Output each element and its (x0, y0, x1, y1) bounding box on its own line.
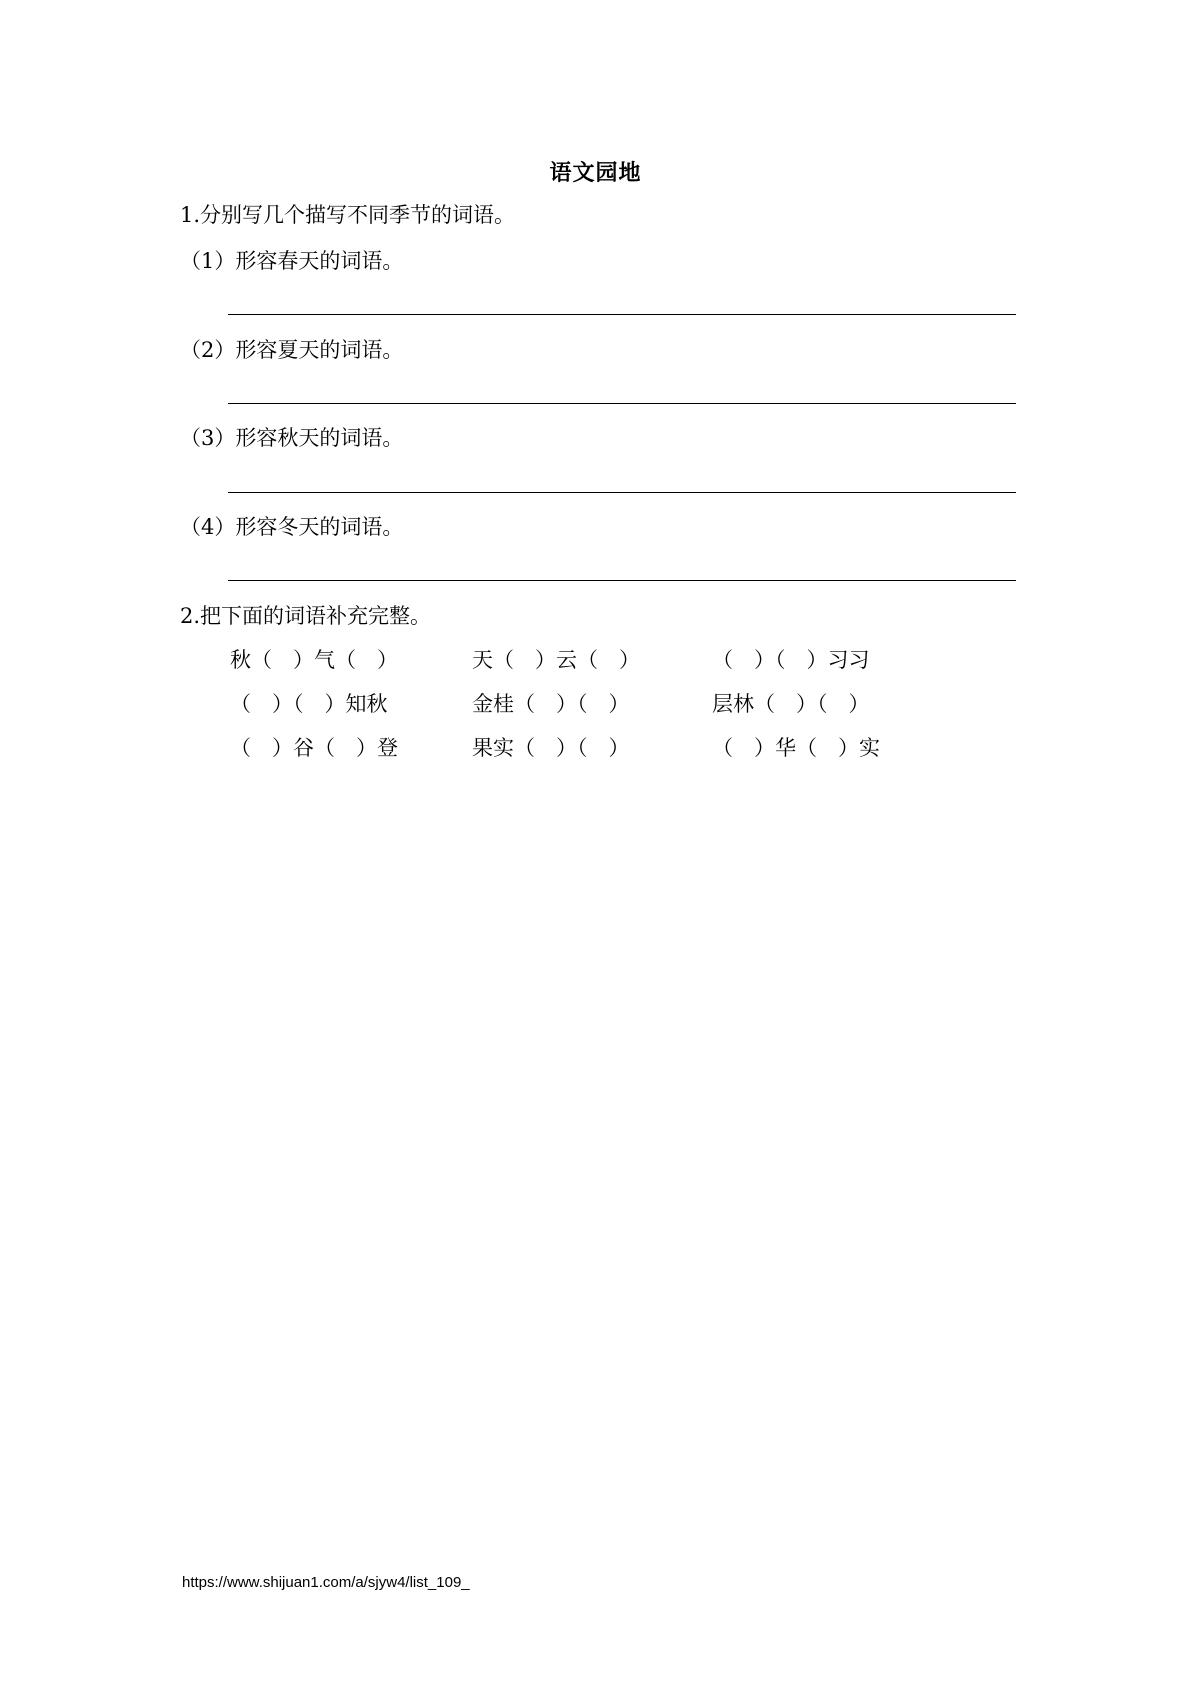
question-1-item-2: （2）形容夏天的词语。 (180, 338, 404, 362)
answer-line-3[interactable] (228, 492, 1016, 493)
answer-line-1[interactable] (228, 314, 1016, 315)
question-1-prompt: 1.分别写几个描写不同季节的词语。 (180, 203, 516, 227)
fill-in-word[interactable]: （ ）（ ）习习 (712, 648, 870, 672)
fill-in-word[interactable]: 金桂（ ）（ ） (472, 692, 630, 716)
page-title: 语文园地 (549, 161, 642, 186)
question-2-prompt: 2.把下面的词语补充完整。 (180, 604, 432, 628)
fill-in-word[interactable]: 层林（ ）（ ） (712, 692, 870, 716)
fill-in-word[interactable]: 秋（ ）气（ ） (230, 648, 398, 672)
fill-in-word[interactable]: （ ）谷（ ）登 (230, 736, 398, 760)
fill-in-word[interactable]: 果实（ ）（ ） (472, 736, 630, 760)
fill-in-word[interactable]: （ ）华（ ）实 (712, 736, 880, 760)
answer-line-2[interactable] (228, 403, 1016, 404)
footer-url: https://www.shijuan1.com/a/sjyw4/list_109_ (182, 1574, 470, 1591)
question-1-item-3: （3）形容秋天的词语。 (180, 426, 404, 450)
question-1-item-4: （4）形容冬天的词语。 (180, 515, 404, 539)
question-1-item-1: （1）形容春天的词语。 (180, 249, 404, 273)
fill-in-word[interactable]: 天（ ）云（ ） (472, 648, 640, 672)
fill-in-word[interactable]: （ ）（ ）知秋 (230, 692, 388, 716)
answer-line-4[interactable] (228, 580, 1016, 581)
